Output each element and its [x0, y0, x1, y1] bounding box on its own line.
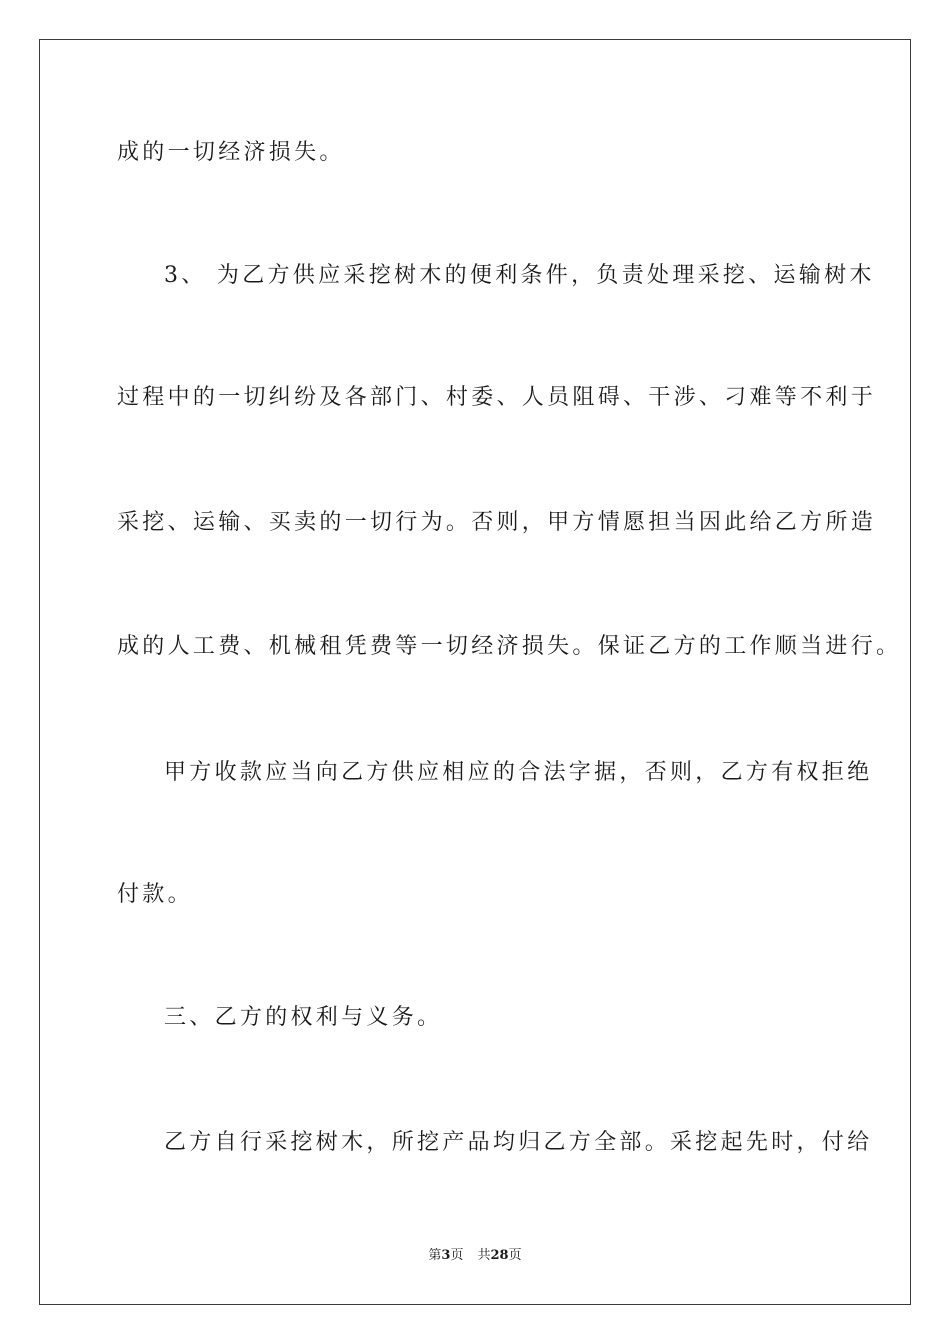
footer-total-prefix: 共 [477, 1248, 491, 1263]
page-footer [0, 1247, 950, 1265]
footer-page-number: 3 [441, 1248, 451, 1263]
footer-page-suffix: 页 [450, 1248, 464, 1263]
text-line-8: 三、乙方的权利与义务。 [164, 1005, 443, 1030]
page-border [39, 39, 911, 1305]
text-line-1: 成的一切经济损失。 [117, 140, 345, 165]
text-line-6: 甲方收款应当向乙方供应相应的合法字据，否则，乙方有权拒绝 [164, 760, 873, 785]
text-line-9: 乙方自行采挖树木，所挖产品均归乙方全部。采挖起先时，付给 [164, 1130, 873, 1155]
text-line-5: 成的人工费、机械租凭费等一切经济损失。保证乙方的工作顺当进行。 [117, 634, 902, 659]
footer-page-prefix: 第 [428, 1248, 442, 1263]
text-line-2: 3、 为乙方供应采挖树木的便利条件，负责处理采挖、运输树木 [164, 263, 875, 288]
footer-total-pages: 28 [490, 1248, 509, 1263]
footer-total-suffix: 页 [508, 1248, 522, 1263]
text-line-7: 付款。 [117, 882, 193, 907]
text-line-4: 采挖、运输、买卖的一切行为。否则，甲方情愿担当因此给乙方所造 [117, 510, 877, 535]
text-line-3: 过程中的一切纠纷及各部门、村委、人员阻碍、干涉、刁难等不利于 [117, 385, 877, 410]
